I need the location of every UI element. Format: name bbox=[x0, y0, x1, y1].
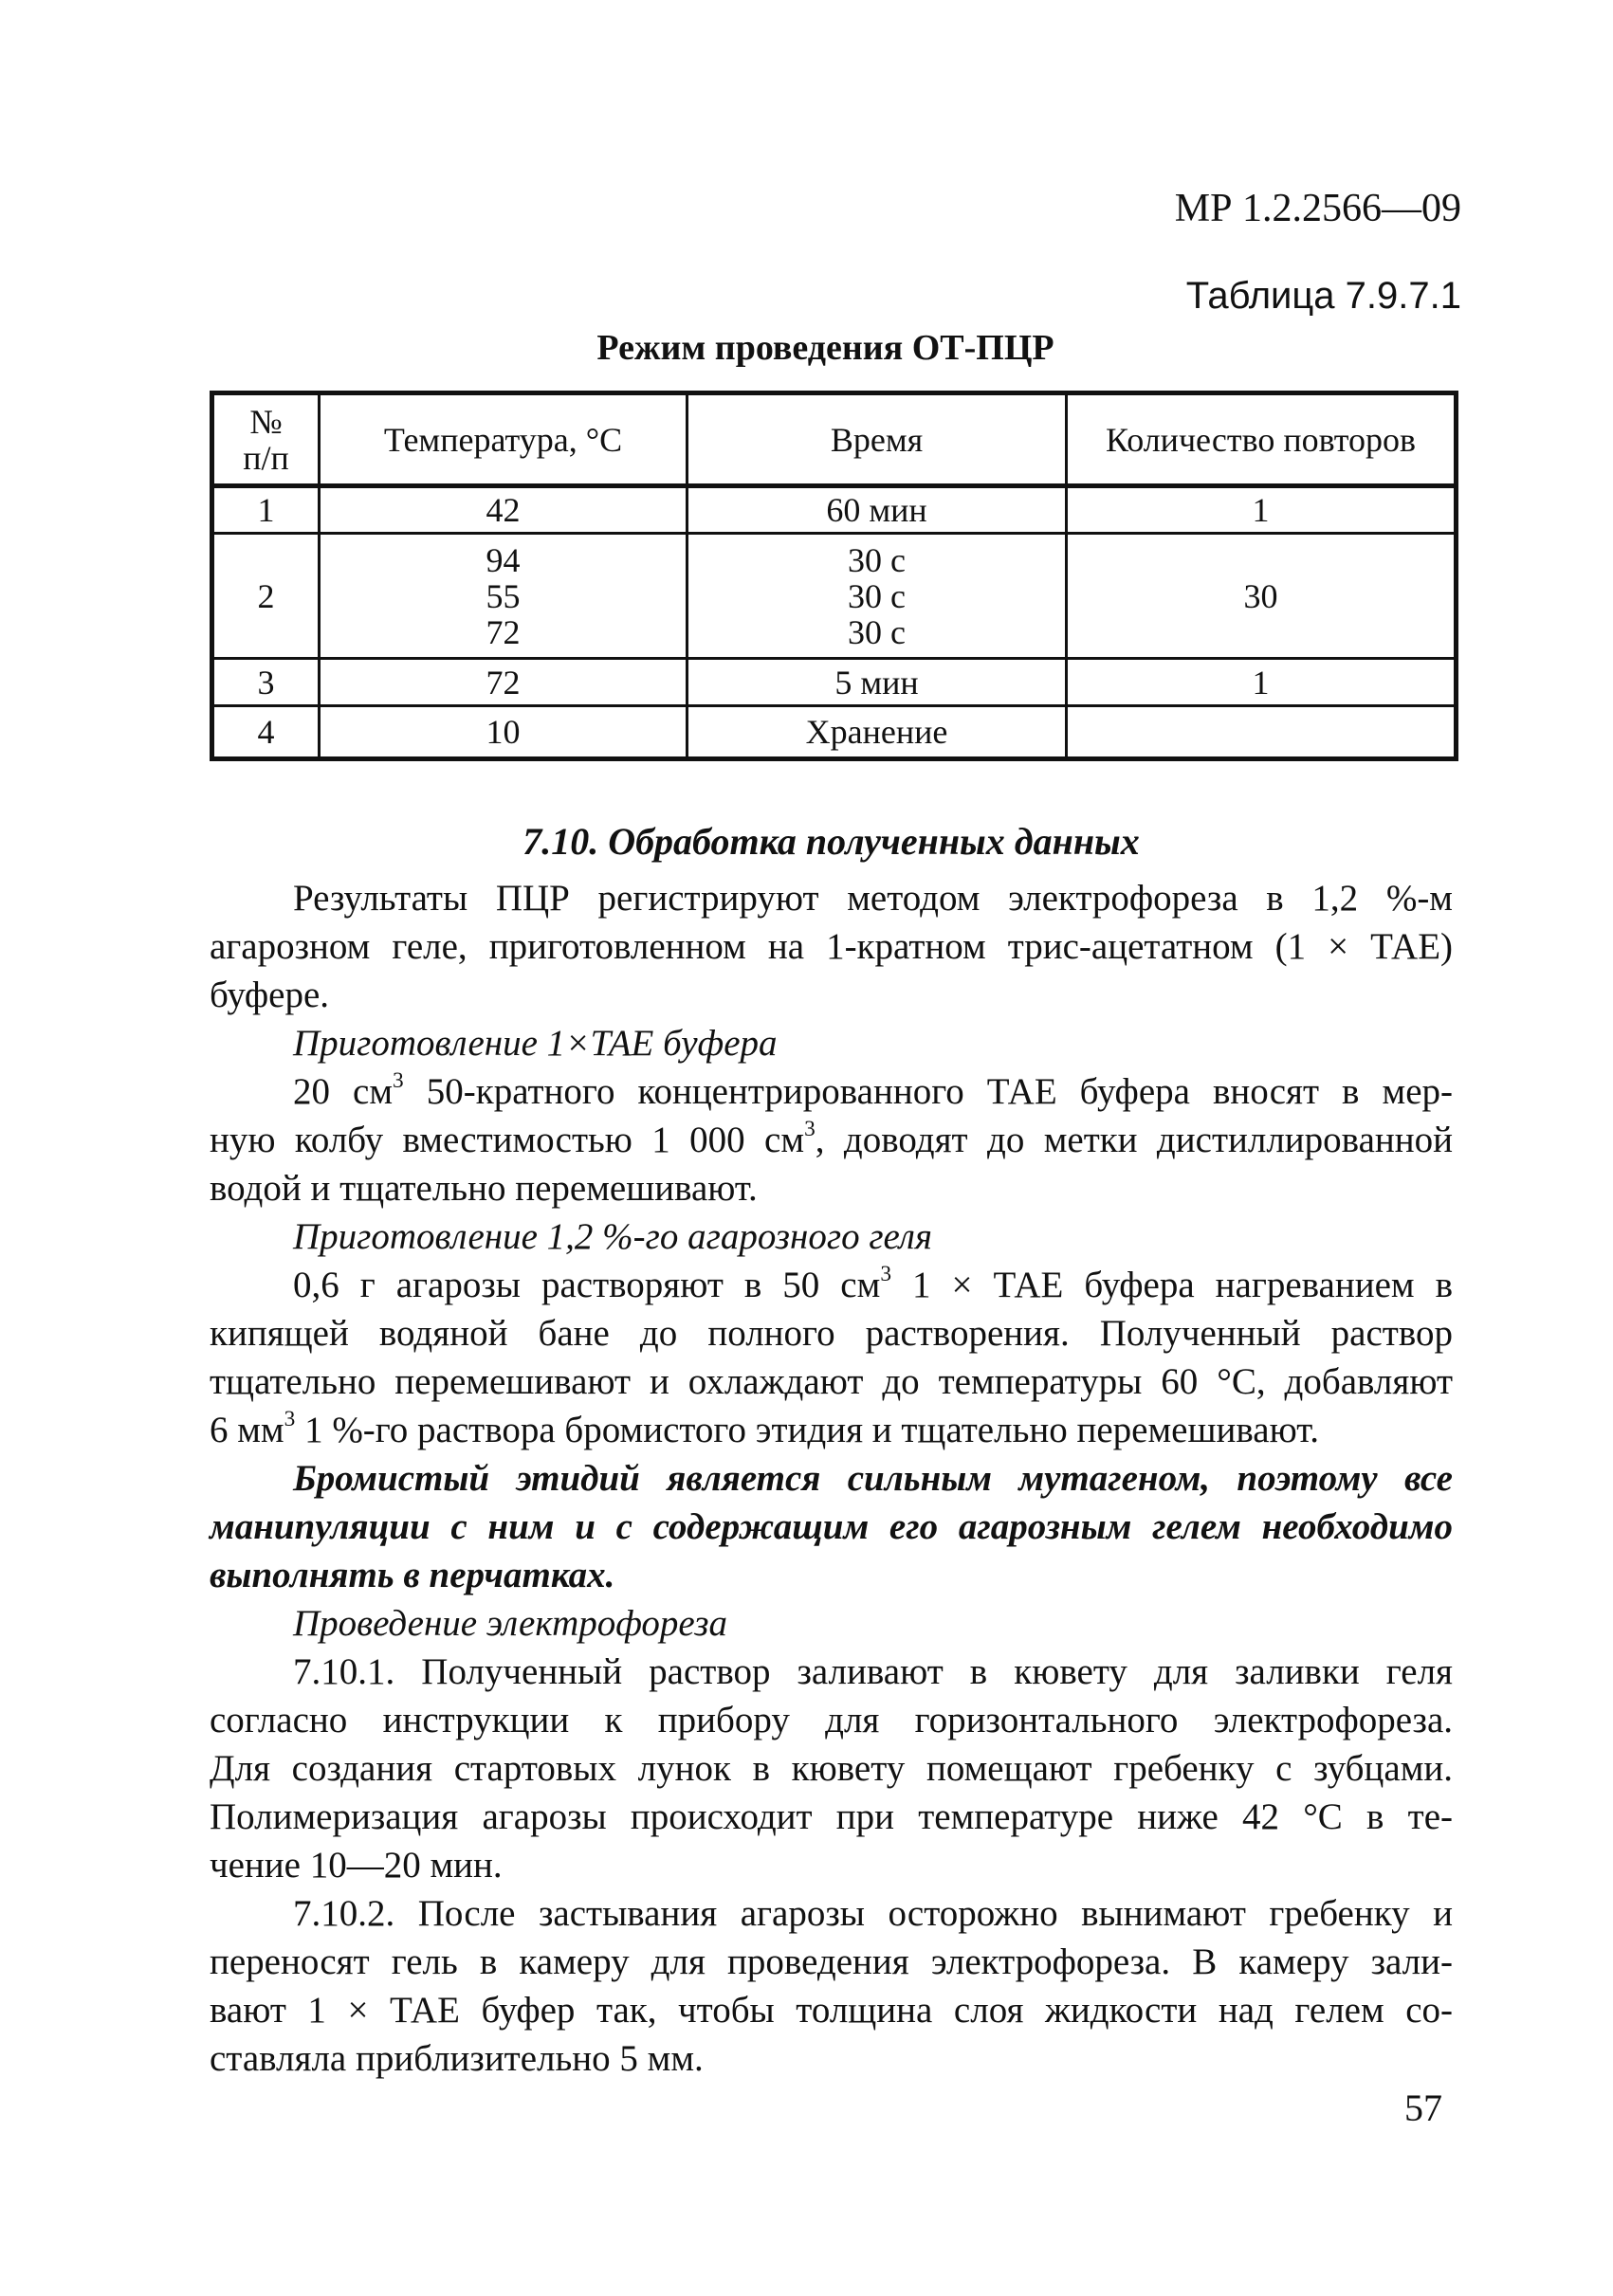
subheading-electrophoresis: Проведение электрофореза bbox=[293, 1603, 727, 1644]
cell-time bbox=[687, 534, 1067, 659]
cell-temperature: 10 bbox=[320, 706, 687, 759]
table-number: Таблица 7.9.7.1 bbox=[1185, 275, 1461, 317]
cell-time: 60 мин bbox=[687, 486, 1067, 534]
cell-number: 2 bbox=[212, 534, 320, 659]
cell-temperature: 42 bbox=[320, 486, 687, 534]
header-time: Время bbox=[687, 393, 1067, 486]
text-line: Бромистый этидий является сильным мутагеном, поэтому все bbox=[293, 1458, 1453, 1499]
cell-time: 5 мин bbox=[687, 659, 1067, 706]
text-line: кипящей водяной бане до полного растворения. Полученный раствор bbox=[210, 1313, 1453, 1354]
cell-temperature: 72 bbox=[320, 659, 687, 706]
superscript: 3 bbox=[284, 1407, 296, 1431]
time-line: 30 с bbox=[848, 612, 906, 651]
warning-note bbox=[210, 1454, 1453, 1599]
superscript: 3 bbox=[393, 1068, 404, 1093]
header-number: № п/п bbox=[212, 393, 320, 486]
text-fragment: 50-кратного концентрированного ТАЕ буфера вносят в мер- bbox=[403, 1071, 1453, 1112]
cell-temperature bbox=[320, 534, 687, 659]
text-line: агарозном геле, приготовленном на 1-кратном трис-ацетатном (1 × ТАЕ) bbox=[210, 926, 1453, 967]
paragraph-tae-buffer bbox=[210, 1067, 1453, 1212]
table-title bbox=[0, 327, 1613, 369]
cell-number: 1 bbox=[212, 486, 320, 534]
text-fragment: 20 см bbox=[293, 1071, 394, 1112]
text-line: Результаты ПЦР регистрируют методом электрофореза в 1,2 %-м bbox=[293, 878, 1453, 919]
text-fragment: ную колбу вместимостью 1 000 см bbox=[210, 1120, 805, 1160]
paragraph-agarose-gel bbox=[210, 1261, 1453, 1454]
cell-time: Хранение bbox=[687, 706, 1067, 759]
temp-line: 94 bbox=[486, 540, 521, 579]
text-line: ставляла приблизительно 5 мм. bbox=[210, 2038, 704, 2079]
temp-line: 72 bbox=[486, 612, 521, 651]
table-row bbox=[212, 659, 1457, 706]
text-line: согласно инструкции к прибору для горизонтального электрофореза. bbox=[210, 1700, 1453, 1740]
text-line bbox=[210, 1067, 1453, 1116]
section-heading: 7.10. Обработка полученных данных bbox=[522, 820, 1140, 863]
cell-number: 3 bbox=[212, 659, 320, 706]
superscript: 3 bbox=[804, 1117, 816, 1141]
header-temperature: Температура, °С bbox=[320, 393, 687, 486]
time-line: 30 с bbox=[848, 576, 906, 615]
cell-repeats: 1 bbox=[1067, 659, 1457, 706]
text-line: переносят гель в камеру для проведения электрофореза. В камеру зали- bbox=[210, 1941, 1453, 1982]
text-fragment: 1 × ТАЕ буфера нагреванием в bbox=[891, 1265, 1454, 1305]
superscript: 3 bbox=[880, 1262, 892, 1286]
text-line: вают 1 × ТАЕ буфер так, чтобы толщина слоя жидкости над гелем со- bbox=[210, 1990, 1453, 2031]
text-line: манипуляции с ним и с содержащим его агарозным гелем необходимо bbox=[210, 1506, 1453, 1547]
pcr-mode-table bbox=[210, 391, 1458, 761]
temp-line: 55 bbox=[486, 576, 521, 615]
text-fragment: 6 мм bbox=[210, 1410, 284, 1450]
text-line: тщательно перемешивают и охлаждают до температуры 60 °С, добавляют bbox=[210, 1361, 1453, 1402]
table-header-row bbox=[212, 393, 1457, 486]
text-line: буфере. bbox=[210, 975, 330, 1015]
text-line bbox=[210, 1261, 1453, 1309]
table-row bbox=[212, 486, 1457, 534]
document-code: МР 1.2.2566—09 bbox=[1174, 187, 1461, 230]
page-number: 57 bbox=[1404, 2086, 1442, 2129]
subheading-agarose-gel: Приготовление 1,2 %-го агарозного геля bbox=[293, 1216, 933, 1257]
cell-repeats: 1 bbox=[1067, 486, 1457, 534]
paragraph-results bbox=[210, 874, 1453, 1019]
text-line bbox=[210, 1406, 1453, 1454]
text-line: выполнять в перчатках. bbox=[210, 1555, 615, 1595]
text-line: Полимеризация агарозы происходит при температуре ниже 42 °С в те- bbox=[210, 1796, 1453, 1837]
text-line: 7.10.2. После застывания агарозы осторожно вынимают гребенку и bbox=[293, 1893, 1453, 1934]
header-repeats: Количество повторов bbox=[1067, 393, 1457, 486]
text-line: 7.10.1. Полученный раствор заливают в кювету для заливки геля bbox=[293, 1651, 1453, 1692]
text-fragment: 1 %-го раствора бромистого этидия и тщательно перемешивают. bbox=[295, 1410, 1320, 1450]
table-row bbox=[212, 706, 1457, 759]
subheading-tae-buffer: Приготовление 1×ТАЕ буфера bbox=[293, 1023, 778, 1064]
text-fragment: 0,6 г агарозы растворяют в 50 см bbox=[293, 1265, 881, 1305]
table-title-text: Режим проведения ОТ-ПЦР bbox=[596, 328, 1054, 368]
text-line: водой и тщательно перемешивают. bbox=[210, 1168, 758, 1209]
text-line: Для создания стартовых лунок в кювету помещают гребенку с зубцами. bbox=[210, 1748, 1453, 1789]
time-line: 30 с bbox=[848, 540, 906, 579]
paragraph-7-10-1 bbox=[210, 1648, 1453, 1889]
text-line: чение 10—20 мин. bbox=[210, 1845, 503, 1886]
cell-repeats: 30 bbox=[1067, 534, 1457, 659]
text-fragment: , доводят до метки дистиллированной bbox=[815, 1120, 1453, 1160]
text-line bbox=[210, 1116, 1453, 1164]
cell-repeats bbox=[1067, 706, 1457, 759]
table-row bbox=[212, 534, 1457, 659]
cell-number: 4 bbox=[212, 706, 320, 759]
paragraph-7-10-2 bbox=[210, 1889, 1453, 2083]
